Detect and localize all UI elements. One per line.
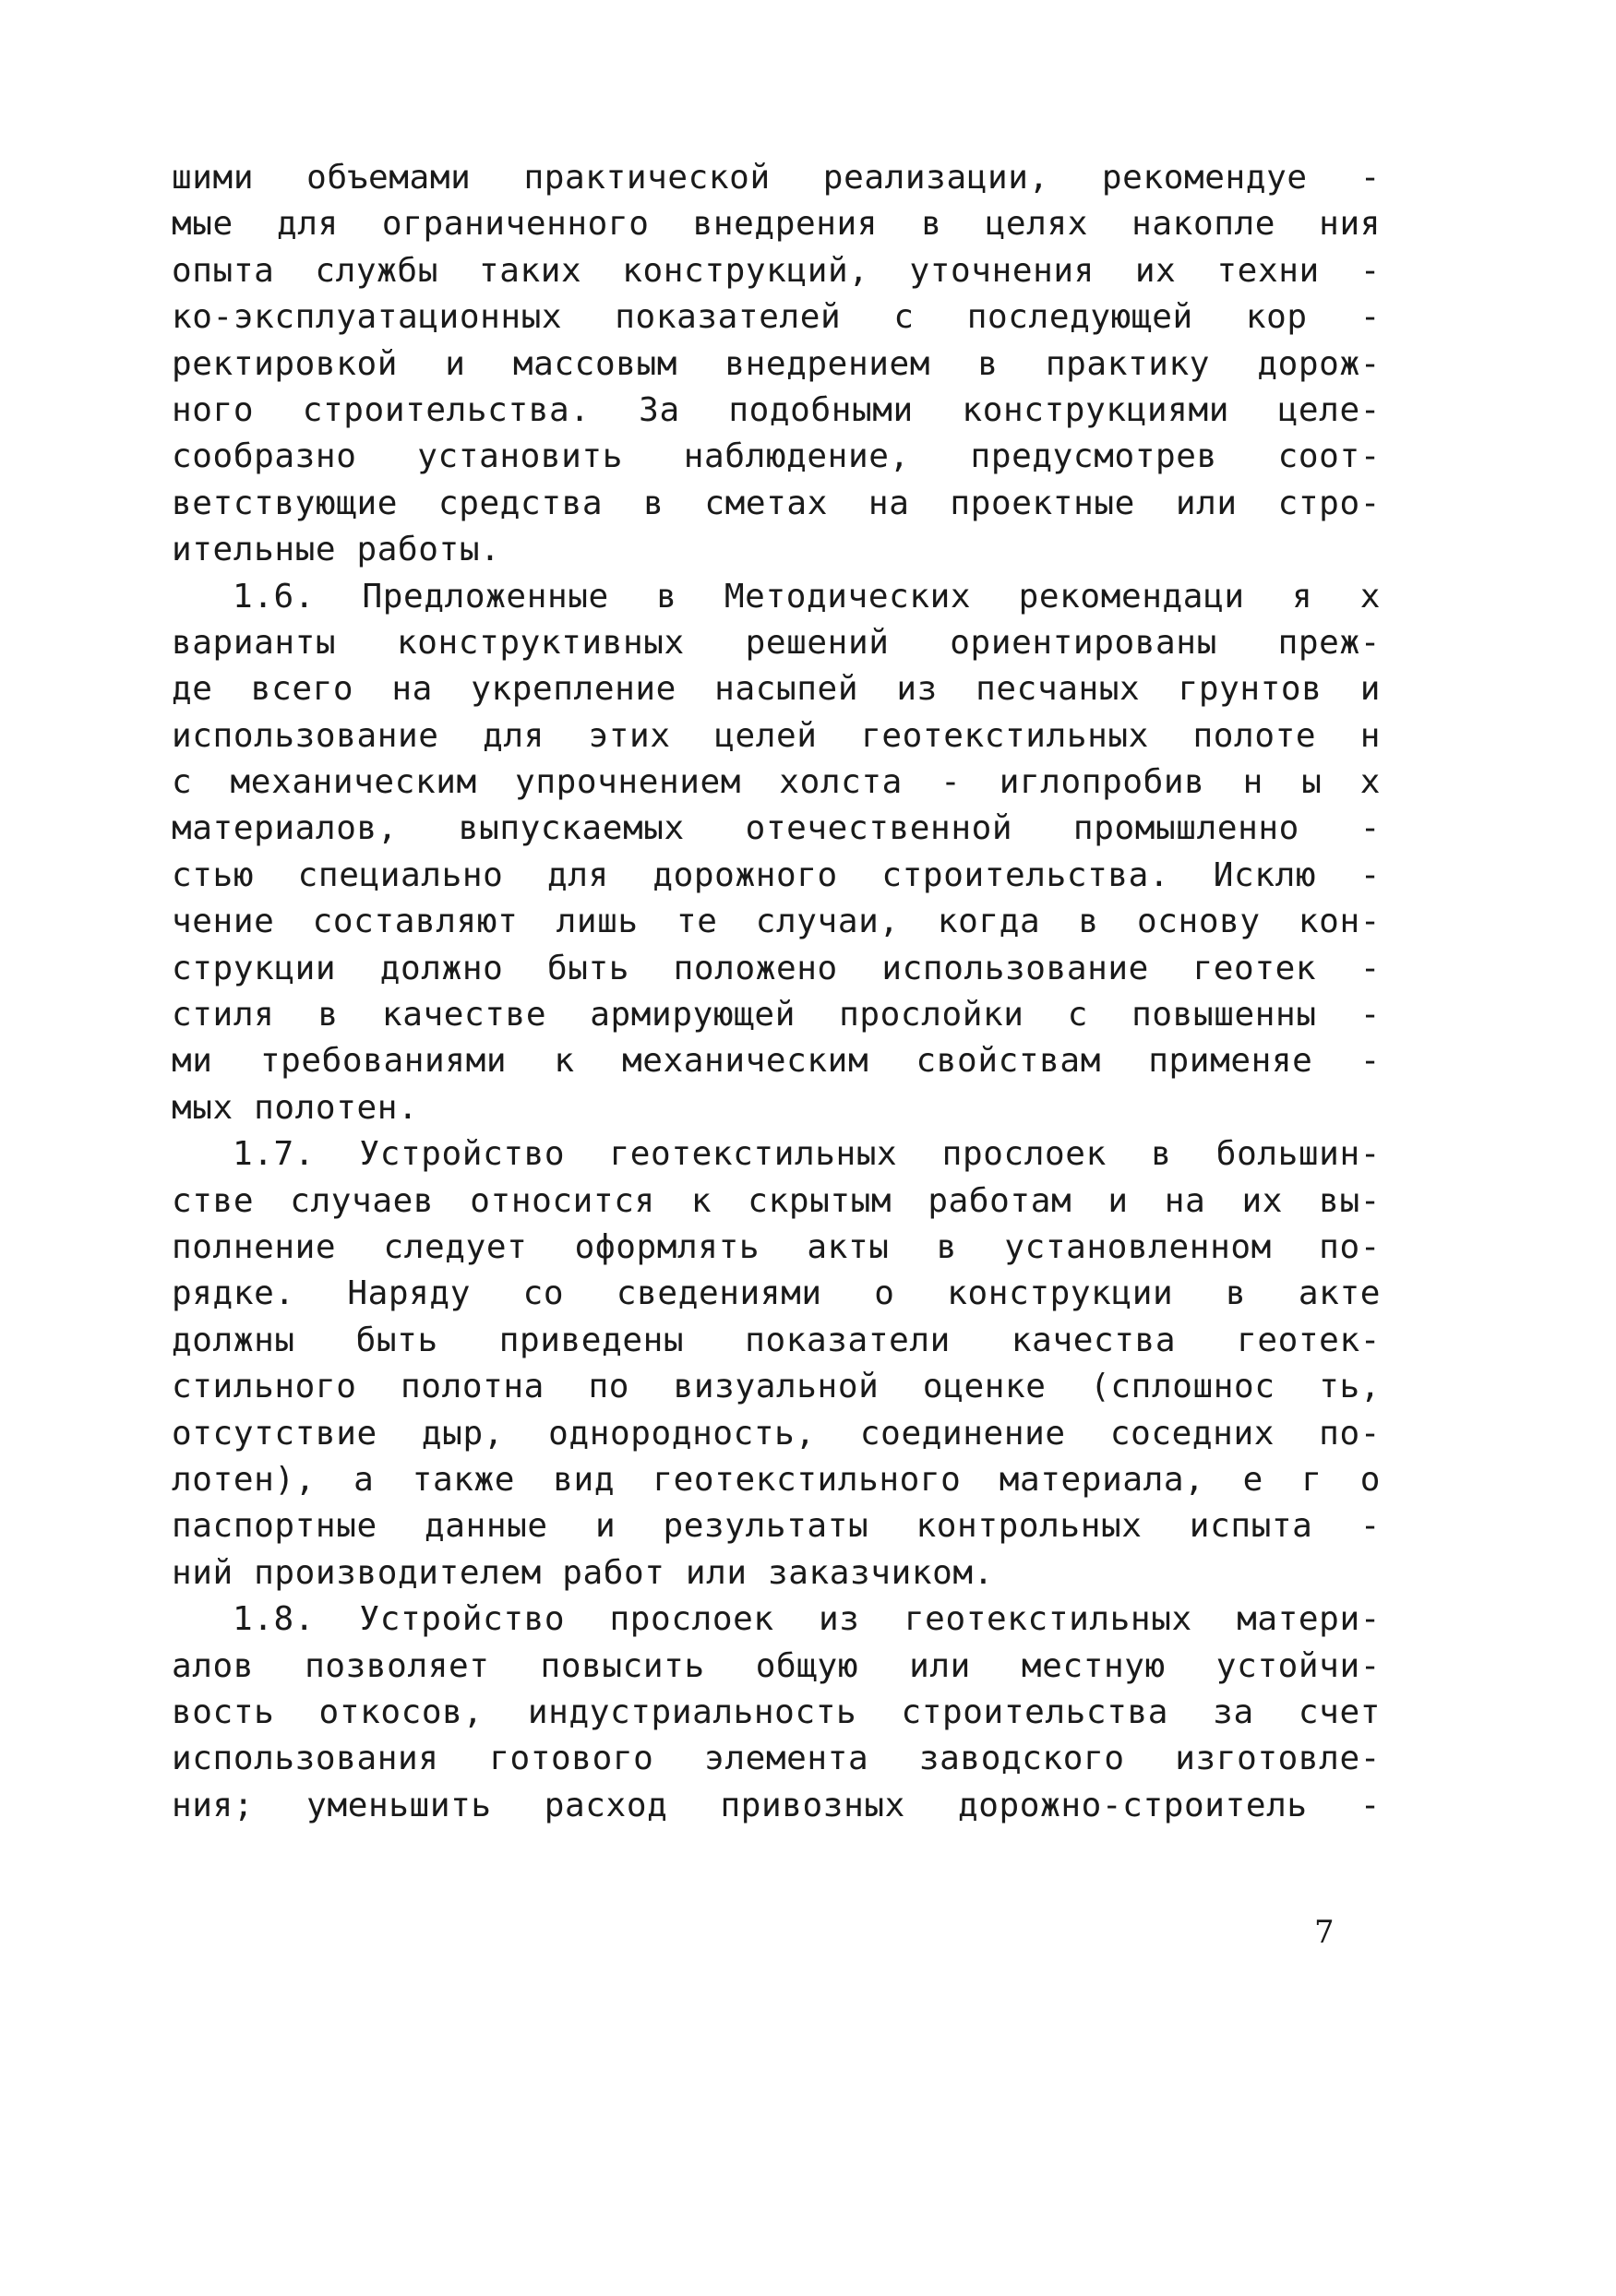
text-line: стью специально для дорожного строительства. Исклю - (172, 855, 1381, 894)
text-line: ительные работы. (172, 531, 501, 569)
section-1-8-heading-line: 1.8. Устройство прослоек из геотекстильных матери- (233, 1600, 1381, 1639)
text-line: полнение следует оформлять акты в установленном по- (172, 1227, 1381, 1266)
text-line: ний производителем работ или заказчиком. (172, 1553, 994, 1592)
text-line: отсутствие дыр, однородность, соединение соседних по- (172, 1414, 1381, 1453)
text-line: ми требованиями к механическим свойствам применяе - (172, 1042, 1381, 1081)
text-line: материалов, выпускаемых отечественной промышленно - (172, 809, 1381, 848)
text-line: лотен), а также вид геотекстильного материала, е г о (172, 1460, 1381, 1499)
text-line: варианты конструктивных решений ориентированы преж- (172, 623, 1381, 662)
text-line: шими объемами практической реализации, рекомендуе - (172, 159, 1381, 197)
text-line: использования готового элемента заводского изготовле- (172, 1740, 1381, 1778)
text-line: паспортные данные и результаты контрольных испыта - (172, 1507, 1381, 1546)
text-line: с механическим упрочнением холста - иглопробив н ы х (172, 763, 1381, 802)
text-line: ко-эксплуатационных показателей с последующей кор - (172, 298, 1381, 337)
text-line: использование для этих целей геотекстильных полоте н (172, 716, 1381, 755)
text-line: ректировкой и массовым внедрением в практику дорож- (172, 344, 1381, 383)
page-number: 7 (1314, 1914, 1335, 1951)
text-line: алов позволяет повысить общую или местную устойчи- (172, 1646, 1381, 1685)
text-line: ния; уменьшить расход привозных дорожно-строитель - (172, 1786, 1381, 1824)
text-line: чение составляют лишь те случаи, когда в основу кон- (172, 903, 1381, 941)
text-line: ветствующие средства в сметах на проектные или стро- (172, 484, 1381, 522)
text-line: де всего на укрепление насыпей из песчаных грунтов и (172, 670, 1381, 709)
section-1-6-heading-line: 1.6. Предложенные в Методических рекомендаци я х (233, 577, 1381, 616)
text-line: мые для ограниченного внедрения в целях накопле ния (172, 205, 1381, 244)
text-line: струкции должно быть положено использование геотек - (172, 949, 1381, 987)
text-line: сообразно установить наблюдение, предусмотрев соот- (172, 437, 1381, 476)
section-1-7-heading-line: 1.7. Устройство геотекстильных прослоек в большин- (233, 1135, 1381, 1174)
text-line: должны быть приведены показатели качества геотек- (172, 1321, 1381, 1359)
text-line: стильного полотна по визуальной оценке (сплошнос ть, (172, 1368, 1381, 1406)
text-line: стве случаев относится к скрытым работам и на их вы- (172, 1181, 1381, 1220)
body-text (172, 155, 1381, 1829)
text-line: опыта службы таких конструкций, уточнения их техни - (172, 251, 1381, 290)
text-line: мых полотен. (172, 1088, 419, 1127)
text-line: вость откосов, индустриальность строительства за счет (172, 1692, 1381, 1731)
text-line: ного строительства. За подобными конструкциями целе- (172, 390, 1381, 429)
text-line: рядке. Наряду со сведениями о конструкции в акте (172, 1274, 1381, 1313)
text-line: стиля в качестве армирующей прослойки с повышенны - (172, 996, 1381, 1034)
